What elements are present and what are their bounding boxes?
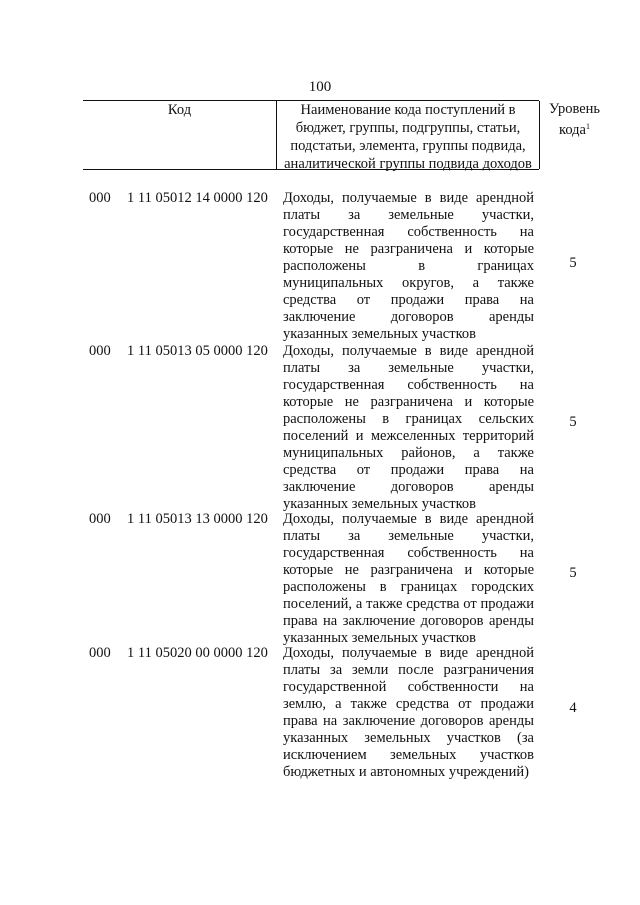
admin-code: 000 <box>89 645 111 661</box>
revenue-code: 1 11 05013 13 0000 120 <box>127 511 268 527</box>
header-level <box>540 101 609 169</box>
revenue-name: Доходы, получаемые в виде арендной платы за земли после разграничения государственной собственности на землю, а также средства от продажи права на заключение договоров аренды указанных земельных участков (за исключением земельных участков бюджетных и автономных учреждений) <box>283 645 534 780</box>
revenue-code: 1 11 05020 00 0000 120 <box>127 645 268 661</box>
page-number: 100 <box>308 79 332 95</box>
admin-code: 000 <box>89 343 111 359</box>
code-level: 5 <box>569 255 577 271</box>
admin-code: 000 <box>89 190 111 206</box>
revenue-name: Доходы, получаемые в виде арендной платы за земельные участки, государственная собственность на которые не разграничена и которые расположены в границах городских поселений, а также средства от продажи права на заключение договоров аренды указанных земельных участков <box>283 511 534 646</box>
table-header <box>83 100 601 172</box>
header-code: Код <box>167 102 192 118</box>
admin-code: 000 <box>89 511 111 527</box>
code-level: 4 <box>569 700 577 716</box>
header-level-label: Уровень кода <box>548 101 601 138</box>
revenue-code: 1 11 05012 14 0000 120 <box>127 190 268 206</box>
code-level: 5 <box>569 414 577 430</box>
revenue-name: Доходы, получаемые в виде арендной платы за земельные участки, государственная собственность на которые не разграничена и которые расположены в границах муниципальных округов, а также средства от продажи права на заключение договоров аренды указанных земельных участков <box>283 190 534 342</box>
revenue-name: Доходы, получаемые в виде арендной платы за земельные участки, государственная собственность на которые не разграничена и которые расположены в границах сельских поселений и межселенных территорий муниципальных районов, а также средства от продажи права на заключение договоров аренды указанных земельных участков <box>283 343 534 512</box>
revenue-code: 1 11 05013 05 0000 120 <box>127 343 268 359</box>
header-level-footnote: 1 <box>585 122 590 131</box>
code-level: 5 <box>569 565 577 581</box>
header-name: Наименование кода поступлений в бюджет, группы, подгруппы, статьи, подстатьи, элемента, группы подвида, аналитической группы подвида доходов <box>276 101 540 169</box>
